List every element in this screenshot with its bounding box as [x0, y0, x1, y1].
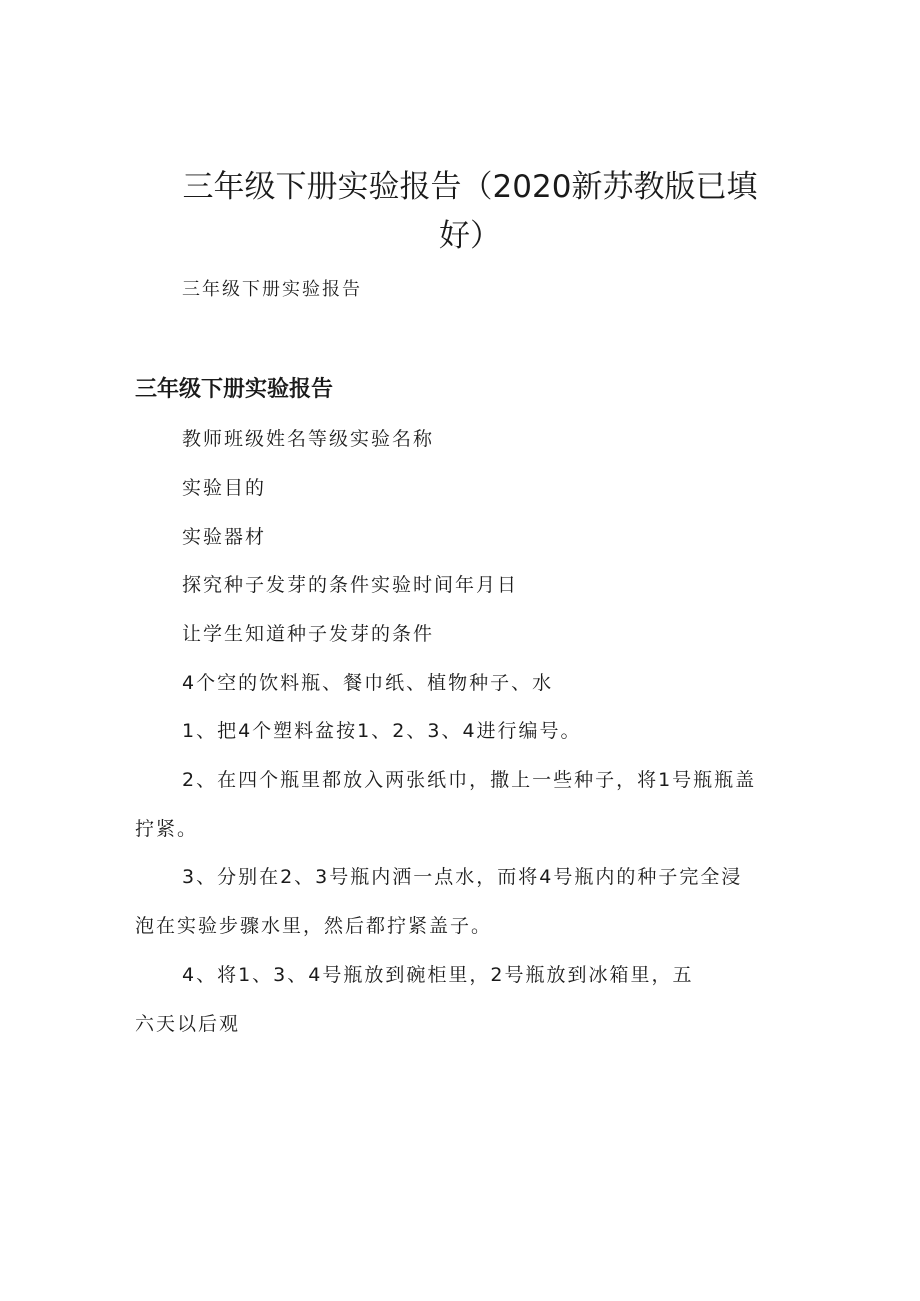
line-step-4: 4、将1、3、4号瓶放到碗柜里，2号瓶放到冰箱里，五 — [182, 964, 694, 986]
document-title-line-2: 好） — [439, 218, 501, 254]
line-step-2-continued: 拧紧。 — [135, 818, 199, 840]
line-step-1: 1、把4个塑料盆按1、2、3、4进行编号。 — [182, 720, 582, 742]
line-step-3-continued: 泡在实验步骤水里，然后都拧紧盖子。 — [135, 915, 493, 937]
document-subtitle: 三年级下册实验报告 — [182, 279, 362, 300]
line-experiment-name-time: 探究种子发芽的条件实验时间年月日 — [182, 574, 519, 596]
line-equipment-text: 4个空的饮料瓶、餐巾纸、植物种子、水 — [182, 672, 554, 694]
line-experiment-equipment-label: 实验器材 — [182, 526, 267, 548]
document-title-line-1: 三年级下册实验报告（2020新苏教版已填 — [182, 169, 758, 205]
line-experiment-purpose-label: 实验目的 — [182, 477, 267, 499]
line-teacher-class-info: 教师班级姓名等级实验名称 — [182, 428, 435, 450]
line-step-2: 2、在四个瓶里都放入两张纸巾，撒上一些种子，将1号瓶瓶盖 — [182, 769, 757, 791]
line-step-3: 3、分别在2、3号瓶内洒一点水，而将4号瓶内的种子完全浸 — [182, 866, 743, 888]
section-heading: 三年级下册实验报告 — [135, 377, 334, 402]
line-purpose-text: 让学生知道种子发芽的条件 — [182, 623, 435, 645]
line-step-4-continued: 六天以后观 — [135, 1013, 241, 1035]
